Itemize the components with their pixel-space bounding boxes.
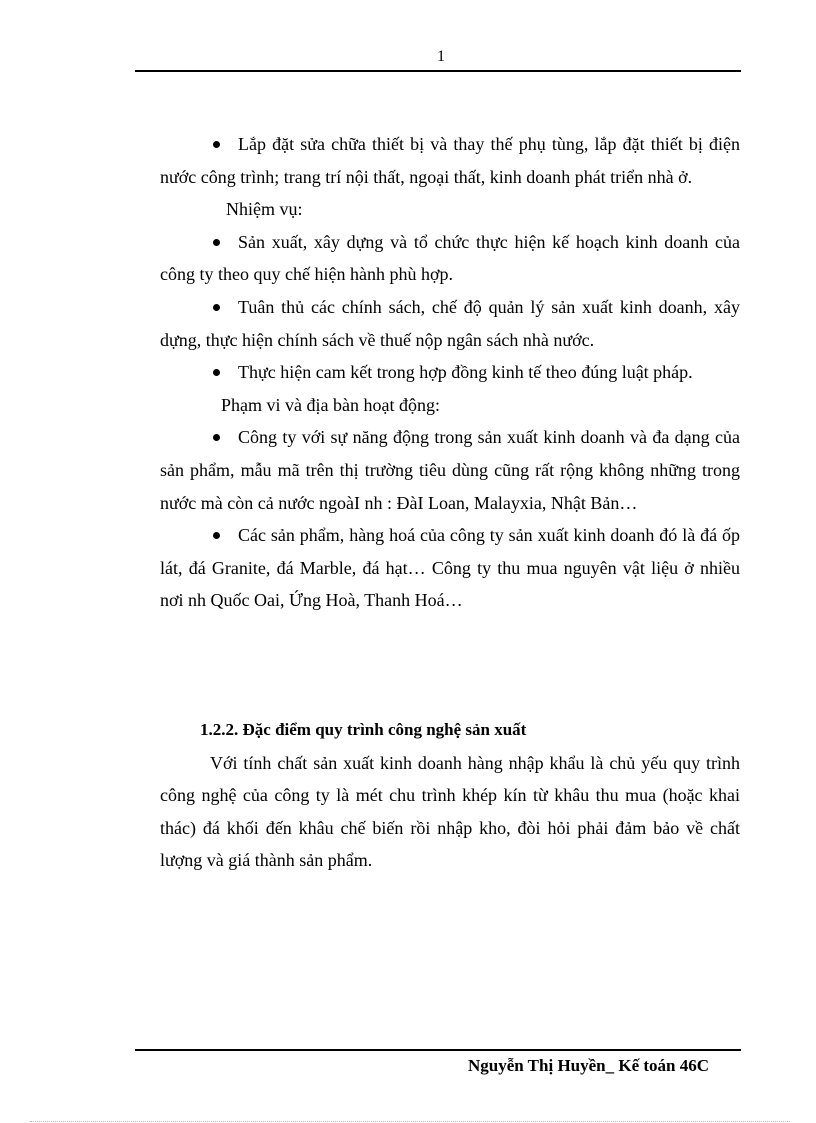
section-heading: 1.2.2. Đặc điểm quy trình công nghệ sản xuất	[200, 719, 527, 739]
bullet-item: Lắp đặt sửa chữa thiết bị và thay thế phụ tùng, lắp đặt thiết bị điện nước công trình; trang trí nội thất, ngoại thất, kinh doanh phát triển nhà ở.	[160, 128, 740, 193]
bullet-item: Thực hiện cam kết trong hợp đồng kinh tế theo đúng luật pháp.	[160, 356, 740, 389]
footer-rule	[135, 1049, 741, 1051]
header-rule	[135, 70, 741, 72]
bullet-item: Công ty với sự năng động trong sản xuất kinh doanh và đa dạng của sản phẩm, mẫu mã trên thị trường tiêu dùng cũng rất rộng không những trong nước mà còn cả nước ngoàI nh : ĐàI Loan, Malayxia, Nhật Bản…	[160, 421, 740, 519]
bullet-item: Các sản phẩm, hàng hoá của công ty sản xuất kinh doanh đó là đá ốp lát, đá Granite, đá Marble, đá hạt… Công ty thu mua nguyên vật liệu ở nhiều nơi nh Quốc Oai, Ứng Hoà, Thanh Hoá…	[160, 519, 740, 617]
duties-heading: Nhiệm vụ:	[226, 199, 303, 220]
footer-author: Nguyễn Thị Huyền_ Kế toán 46C	[468, 1056, 710, 1075]
page-number: 1	[437, 48, 445, 65]
body-paragraph: Với tính chất sản xuất kinh doanh hàng nhập khẩu là chủ yếu quy trình công nghệ của công ty là mét chu trình khép kín từ khâu thu mua (hoặc khai thác) đá khối đến khâu chế biến rồi nhập kho, đòi hỏi phải đảm bảo về chất lượng và giá thành sản phẩm.	[160, 752, 740, 871]
document-body	[160, 128, 740, 877]
page-bottom-border	[30, 1121, 790, 1122]
scope-heading: Phạm vi và địa bàn hoạt động:	[221, 394, 440, 415]
bullet-item: Sản xuất, xây dựng và tổ chức thực hiện kế hoạch kinh doanh của công ty theo quy chế hiện hành phù hợp.	[160, 226, 740, 291]
bullet-item: Tuân thủ các chính sách, chế độ quản lý sản xuất kinh doanh, xây dựng, thực hiện chính sách về thuế nộp ngân sách nhà nước.	[160, 291, 740, 356]
